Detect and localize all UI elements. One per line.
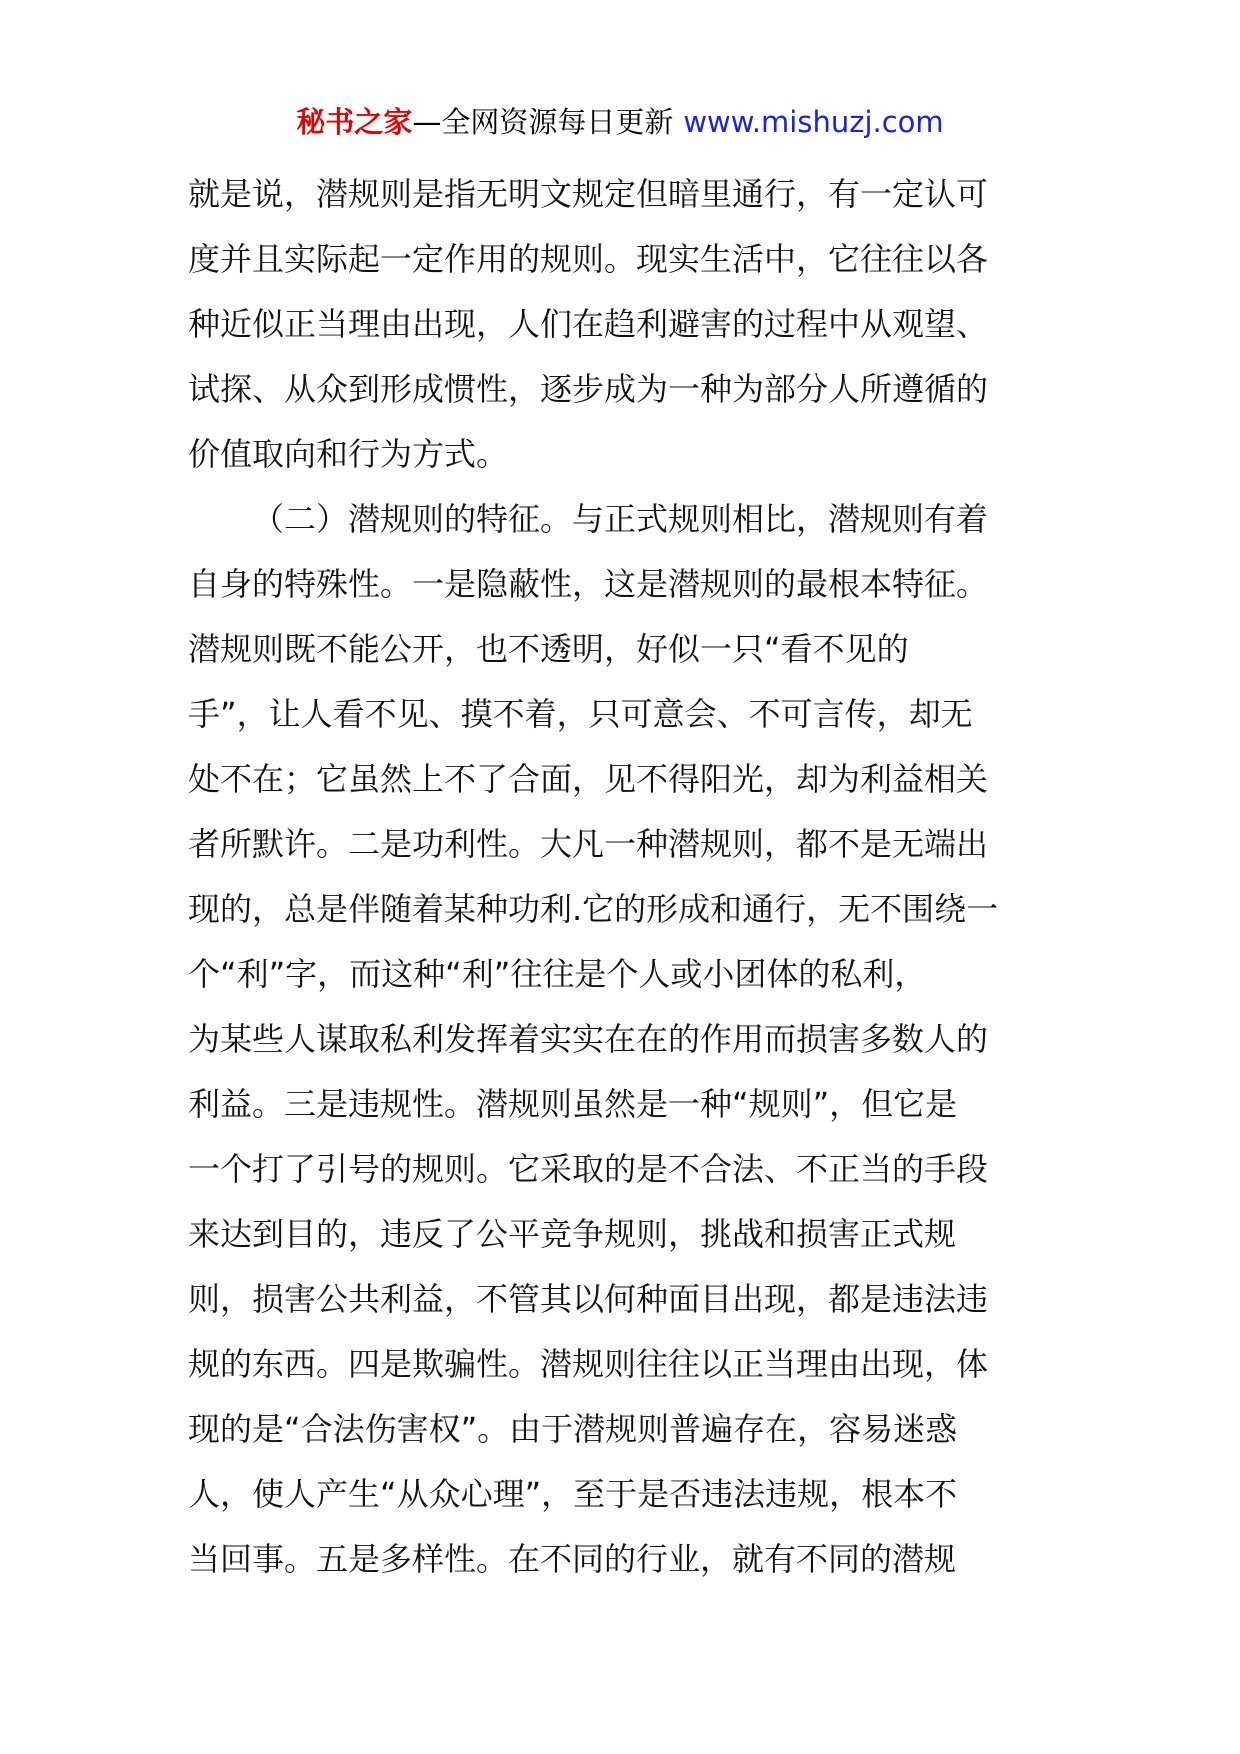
text-line: 种近似正当理由出现，人们在趋利避害的过程中从观望、 [188, 305, 989, 343]
text-line: 现的是“合法伤害权”。由于潜规则普遍存在，容易迷惑 [188, 1410, 958, 1448]
text-line: 为某些人谋取私利发挥着实实在在的作用而损害多数人的 [188, 1020, 989, 1058]
website-link[interactable]: www.mishuzj.com [683, 105, 944, 139]
text-line: 就是说，潜规则是指无明文规定但暗里通行，有一定认可 [188, 175, 989, 213]
text-line: 手”，让人看不见、摸不着，只可意会、不可言传，却无 [188, 695, 973, 733]
page-header [0, 102, 1240, 142]
brand-name: 秘书之家 [296, 105, 413, 139]
text-line: 人，使人产生“从众心理”，至于是否违法违规，根本不 [188, 1475, 958, 1513]
text-line: 规的东西。四是欺骗性。潜规则往往以正当理由出现，体 [188, 1345, 989, 1383]
text-line: 处不在；它虽然上不了合面，见不得阳光，却为利益相关 [188, 760, 989, 798]
text-line: 现的，总是伴随着某种功利.它的形成和通行，无不围绕一 [188, 890, 999, 928]
text-line: 潜规则既不能公开，也不透明，好似一只“看不见的 [188, 630, 909, 668]
section-heading-line: （二）潜规则的特征。与正式规则相比，潜规则有着 [252, 500, 989, 538]
text-line: 价值取向和行为方式。 [188, 435, 509, 473]
text-line: 来达到目的，违反了公平竞争规则，挑战和损害正式规 [188, 1215, 957, 1253]
text-line: 则，损害公共利益，不管其以何种面目出现，都是违法违 [188, 1280, 989, 1318]
text-line: 一个打了引号的规则。它采取的是不合法、不正当的手段 [188, 1150, 989, 1188]
text-line: 个“利”字，而这种“利”往往是个人或小团体的私利， [188, 955, 927, 993]
text-line: 试探、从众到形成惯性，逐步成为一种为部分人所遵循的 [188, 370, 989, 408]
text-line: 利益。三是违规性。潜规则虽然是一种“规则”，但它是 [188, 1085, 958, 1123]
text-line: 者所默许。二是功利性。大凡一种潜规则，都不是无端出 [188, 825, 989, 863]
text-line: 度并且实际起一定作用的规则。现实生活中，它往往以各 [188, 240, 989, 278]
text-line: 自身的特殊性。一是隐蔽性，这是潜规则的最根本特征。 [188, 565, 989, 603]
header-tagline: —全网资源每日更新 [412, 105, 674, 139]
text-line: 当回事。五是多样性。在不同的行业，就有不同的潜规 [188, 1540, 957, 1578]
document-body [188, 162, 1058, 1592]
